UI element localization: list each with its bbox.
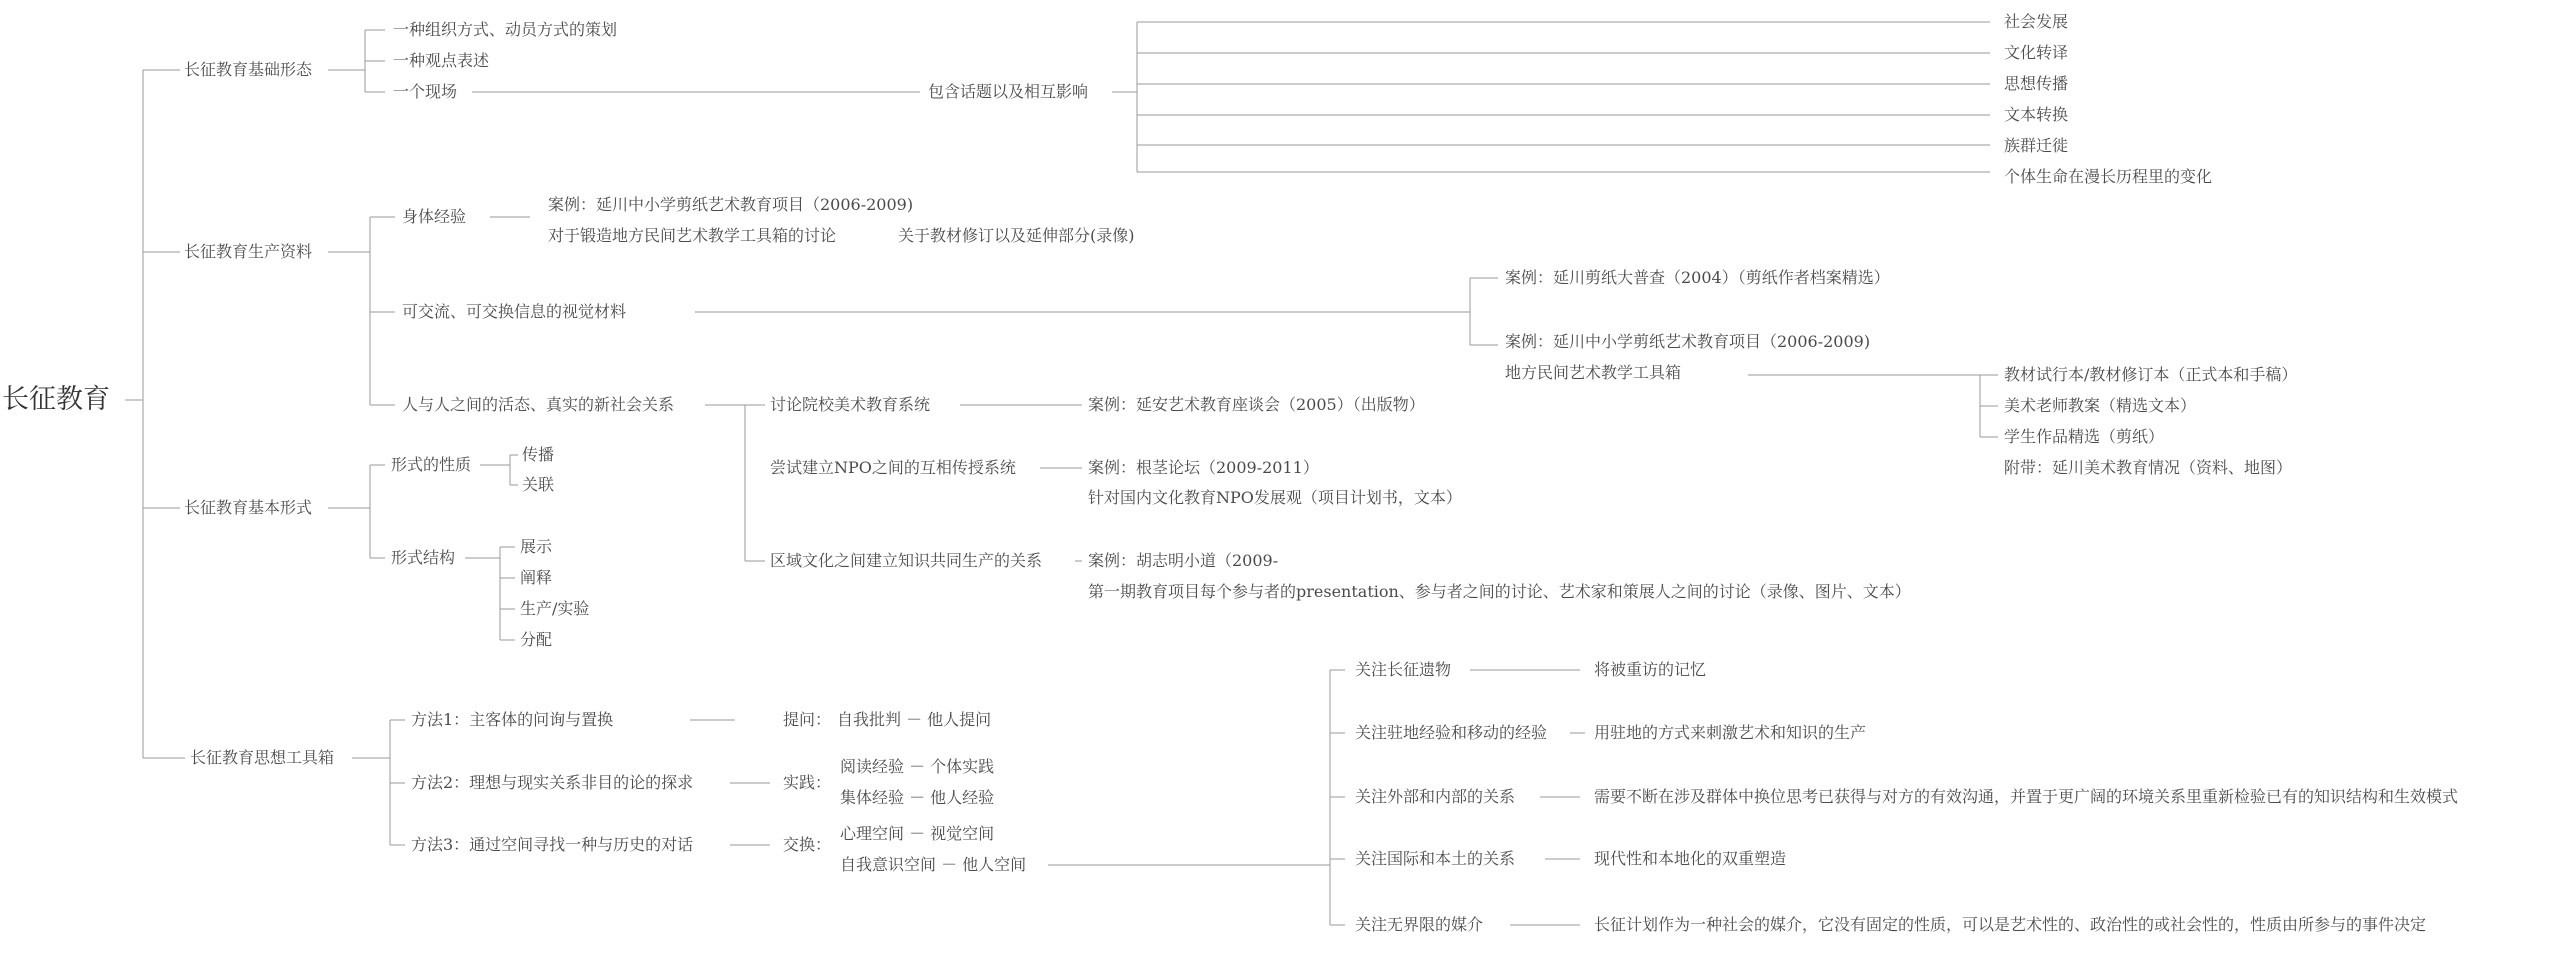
b4-method-line: 阅读经验 － 个体实践 (840, 757, 995, 776)
b2-relation-item: 区域文化之间建立知识共同生产的关系 (770, 551, 1043, 570)
b2-relation-item: 讨论院校美术教育系统 (770, 395, 931, 414)
b4-method-line: 自我批判 － 他人提问 (837, 710, 992, 729)
b2-visual-case: 案例：延川中小学剪纸艺术教育项目（2006-2009) (1505, 332, 1871, 351)
b2-body-note: 对于锻造地方民间艺术教学工具箱的讨论 (548, 226, 837, 245)
b2-relations-label: 人与人之间的活态、真实的新社会关系 (402, 395, 675, 414)
b4-concern-desc: 将被重访的记忆 (1594, 660, 1707, 679)
b3-structure-item: 阐释 (520, 568, 553, 587)
b2-relation-case: 案例：延安艺术教育座谈会（2005）（出版物） (1088, 395, 1425, 414)
b2-toolbox-label: 地方民间艺术教学工具箱 (1505, 363, 1682, 382)
b4-concern-label: 关注无界限的媒介 (1355, 915, 1484, 934)
b4-method-tag: 提问： (783, 710, 832, 729)
b3-nature-label: 形式的性质 (391, 455, 472, 474)
b4-method-label: 方法1：主客体的问询与置换 (411, 710, 614, 729)
b2-body-note: 关于教材修订以及延伸部分(录像) (898, 226, 1135, 245)
branch-production-label: 长征教育生产资料 (184, 242, 313, 261)
b4-method-tag: 实践： (783, 773, 832, 792)
b4-method-line: 集体经验 － 他人经验 (840, 788, 995, 807)
root-node: 长征教育 (2, 384, 110, 415)
branch-toolbox-label: 长征教育思想工具箱 (190, 748, 335, 767)
b3-structure-label: 形式结构 (391, 548, 456, 567)
b4-method-label: 方法2：理想与现实关系非目的论的探求 (411, 773, 694, 792)
b2-body-case: 案例：延川中小学剪纸艺术教育项目（2006-2009) (548, 195, 914, 214)
b1-outcome: 族群迁徙 (2004, 136, 2069, 155)
b4-concern-desc: 需要不断在涉及群体中换位思考已获得与对方的有效沟通，并置于更广阔的环境关系里重新检验已有的知识结构和生效模式 (1594, 787, 2459, 806)
b4-method-line: 自我意识空间 － 他人空间 (840, 855, 1027, 874)
b3-structure-item: 展示 (520, 537, 553, 556)
b2-toolbox-item: 附带：延川美术教育情况（资料、地图） (2004, 458, 2293, 477)
b1-outcome: 思想传播 (2004, 74, 2069, 93)
b3-nature-item: 关联 (522, 475, 555, 494)
b4-concern-desc: 用驻地的方式来刺激艺术和知识的生产 (1594, 723, 1867, 742)
b2-relation-case: 案例：胡志明小道（2009- (1088, 551, 1279, 570)
b2-body-label: 身体经验 (402, 207, 467, 226)
b4-method-label: 方法3：通过空间寻找一种与历史的对话 (411, 835, 694, 854)
b2-toolbox-item: 美术老师教案（精选文本） (2004, 396, 2197, 415)
b2-toolbox-item: 学生作品精选（剪纸） (2004, 427, 2165, 446)
b1-item: 一种组织方式、动员方式的策划 (393, 20, 618, 39)
b4-concern-label: 关注国际和本土的关系 (1355, 849, 1516, 868)
b1-outcome: 个体生命在漫长历程里的变化 (2004, 167, 2213, 186)
b4-method-line: 心理空间 － 视觉空间 (840, 824, 995, 843)
b3-structure-item: 分配 (520, 630, 553, 649)
b2-relation-item: 尝试建立NPO之间的互相传授系统 (770, 458, 1016, 477)
b1-item: 一个现场 (393, 82, 458, 101)
b1-outcome: 文化转译 (2004, 43, 2069, 62)
b4-concern-desc: 现代性和本地化的双重塑造 (1594, 849, 1787, 868)
b1-link-label: 包含话题以及相互影响 (928, 82, 1089, 101)
b3-nature-item: 传播 (522, 445, 555, 464)
b4-concern-label: 关注外部和内部的关系 (1355, 787, 1516, 806)
b1-item: 一种观点表述 (393, 51, 490, 70)
b2-visual-label: 可交流、可交换信息的视觉材料 (402, 302, 627, 321)
branch-form-label: 长征教育基本形式 (184, 498, 313, 517)
b2-relation-case: 案例：根茎论坛（2009-2011） (1088, 458, 1319, 477)
b1-outcome: 文本转换 (2004, 105, 2069, 124)
branch-basic-form-label: 长征教育基础形态 (184, 60, 313, 79)
b1-outcome: 社会发展 (2004, 12, 2069, 31)
b4-concern-desc: 长征计划作为一种社会的媒介，它没有固定的性质，可以是艺术性的、政治性的或社会性的，性质由所参与的事件决定 (1594, 915, 2427, 934)
b4-concern-label: 关注驻地经验和移动的经验 (1355, 723, 1548, 742)
b3-structure-item: 生产/实验 (520, 599, 590, 618)
b4-concern-label: 关注长征遗物 (1355, 660, 1452, 679)
b4-method-tag: 交换： (783, 835, 832, 854)
b2-toolbox-item: 教材试行本/教材修订本（正式本和手稿） (2004, 365, 2298, 384)
b2-relation-case: 第一期教育项目每个参与者的presentation、参与者之间的讨论、艺术家和策展人之间的讨论（录像、图片、文本） (1088, 582, 1911, 601)
b2-visual-case: 案例：延川剪纸大普查（2004）（剪纸作者档案精选） (1505, 268, 1890, 287)
b2-relation-case: 针对国内文化教育NPO发展观（项目计划书，文本） (1088, 488, 1462, 507)
